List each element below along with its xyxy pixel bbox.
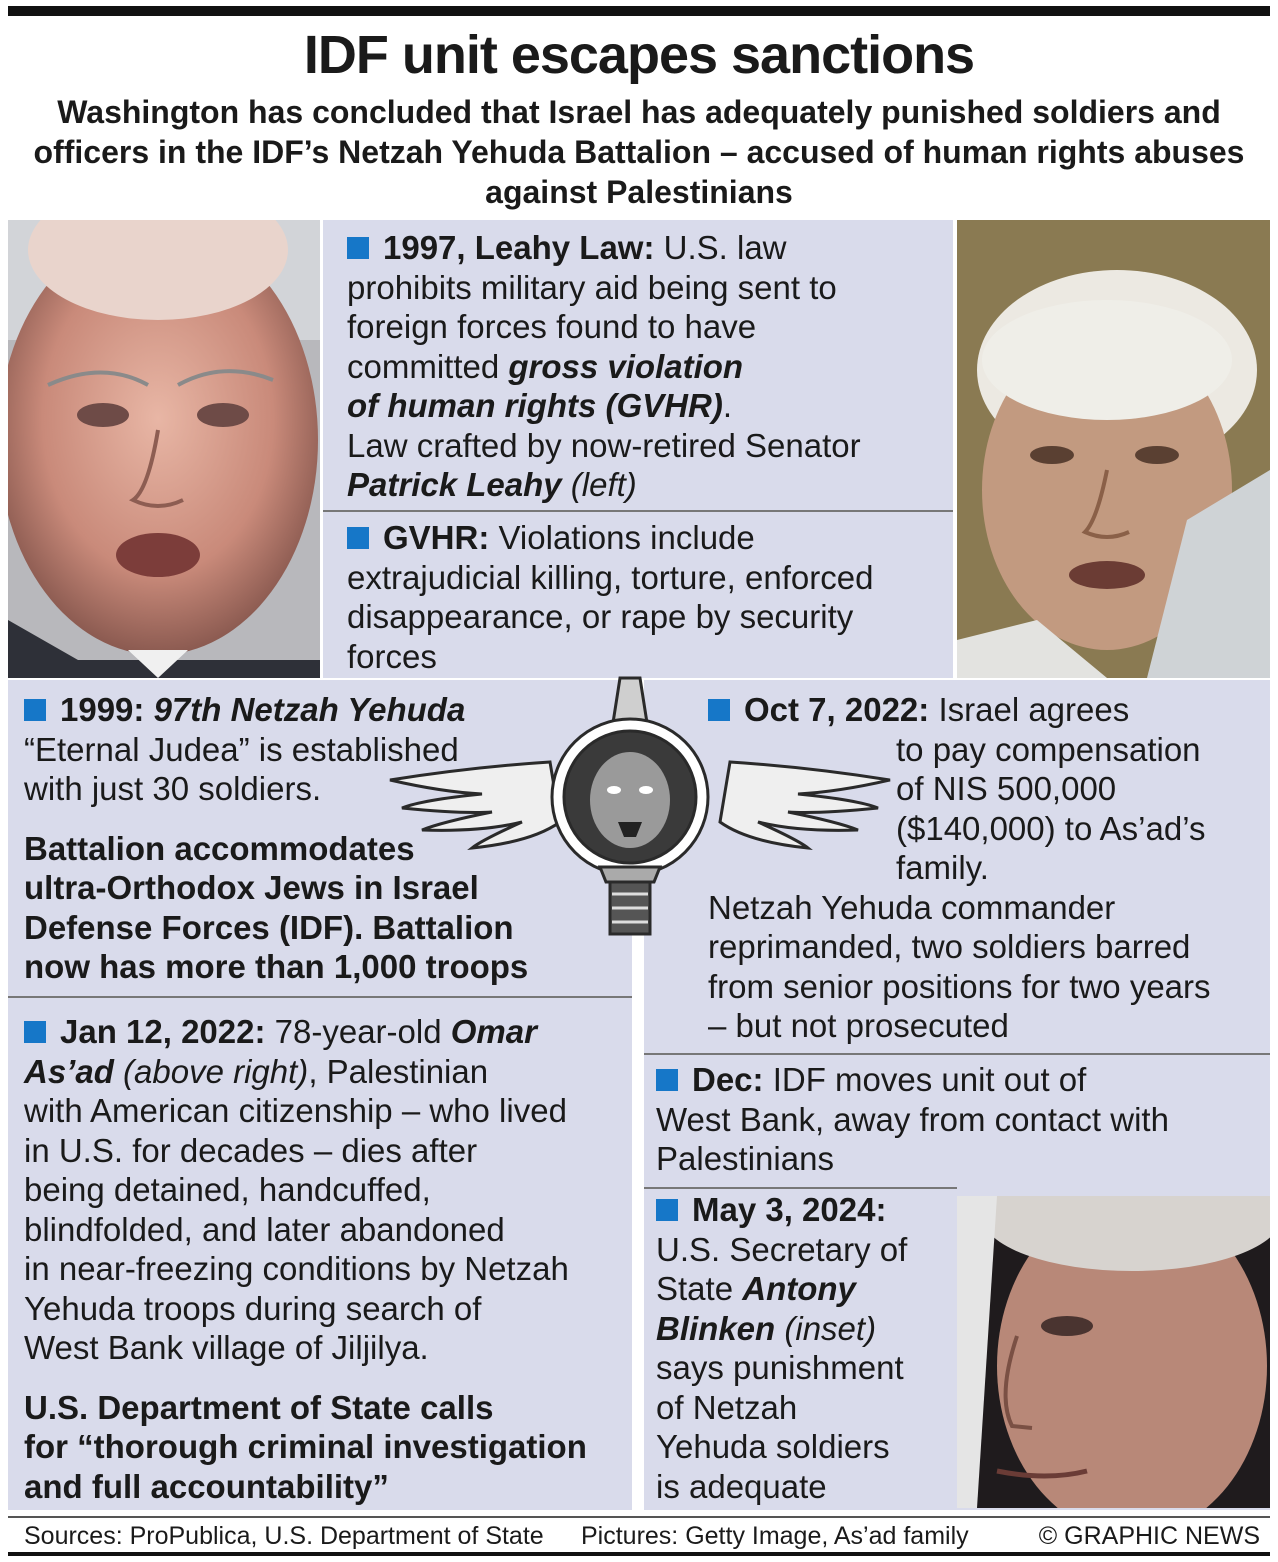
bullet-square-icon [24,1021,46,1043]
top-rule [8,6,1270,16]
bullet-square-icon [656,1069,678,1091]
bullet-square-icon [708,699,730,721]
oct-2022-text: Oct 7, 2022: Israel agrees to pay compensation of NIS 500,000 ($140,000) to As’ad’s family. Netzah Yehuda commander reprimanded, two soldiers barred from senior positions for two years – but not prosecuted [708,691,1211,1044]
sources-credit: Sources: ProPublica, U.S. Department of State [24,1522,544,1550]
asad-photo [957,220,1270,678]
divider [323,510,953,512]
divider [8,996,632,998]
divider [644,1187,957,1189]
footer [8,1516,1270,1554]
graphic-news-credit: © GRAPHIC NEWS [1038,1522,1260,1550]
jan-2022-text: Jan 12, 2022: 78-year-old Omar As’ad (above right), Palestinian with American citizenship – who lived in U.S. for decades – dies after being detained, handcuffed, blindfolded, and later abandoned in near-freezing conditions by Netzah Yehuda troops during search of West Bank village of Jiljilya. U.S. Department of State calls for “thorough criminal investigation and full accountability” [24,1013,587,1505]
bullet-square-icon [347,237,369,259]
gvhr-text: GVHR: Violations include extrajudicial killing, torture, enforced disappearance, or rape by security forces [347,519,874,675]
leahy-law-text: 1997, Leahy Law: U.S. law prohibits military aid being sent to foreign forces found to have committed gross violation of human rights (GVHR). Law crafted by now-retired Senator Patrick Leahy (left) [347,229,861,503]
page-subtitle: Washington has concluded that Israel has adequately punished soldiers and officers in the IDF’s Netzah Yehuda Battalion – accused of human rights abuses against Palestinians [33,94,1245,210]
bullet-square-icon [347,527,369,549]
pictures-credit: Pictures: Getty Image, As’ad family [581,1522,969,1550]
bullet-square-icon [24,699,46,721]
dec-text: Dec: IDF moves unit out of West Bank, away from contact with Palestinians [656,1061,1169,1177]
may-2024-text: May 3, 2024: U.S. Secretary of State Antony Blinken (inset) says punishment of Netzah Yehuda soldiers is adequate [656,1191,908,1505]
page-title: IDF unit escapes sanctions [303,25,975,85]
blinken-photo [957,1196,1270,1508]
divider [644,1053,1270,1055]
bottom-rule [8,1552,1270,1556]
bullet-square-icon [656,1199,678,1221]
battalion-1999-text: 1999: 97th Netzah Yehuda “Eternal Judea” is established with just 30 soldiers. Battalion accommodates ultra-Orthodox Jews in Israel Defense Forces (IDF). Battalion now has more than 1,000 troops [24,691,529,985]
leahy-photo [8,220,320,678]
